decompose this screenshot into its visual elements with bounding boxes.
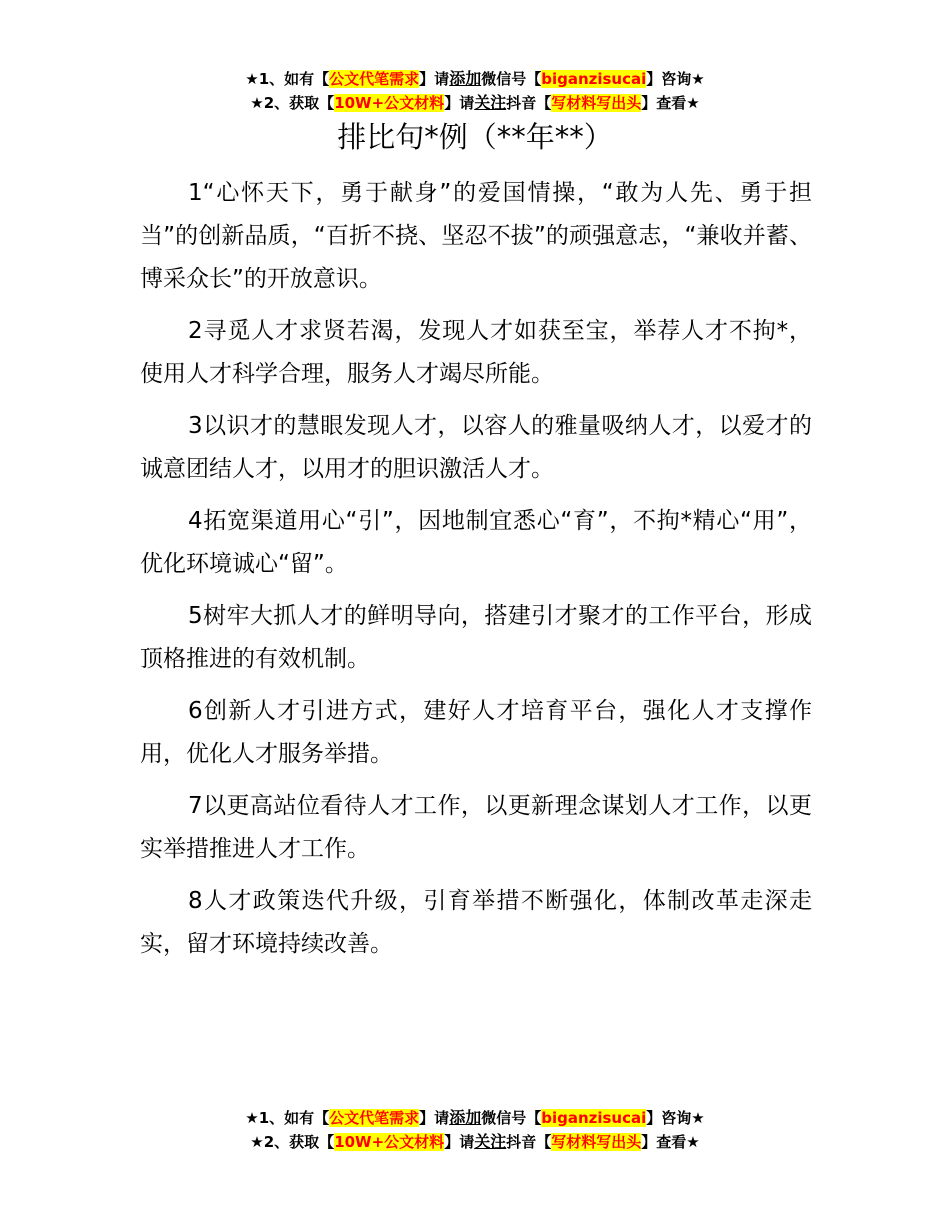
paragraph-5: 5树牢大抓人才的鲜明导向，搭建引才聚才的工作平台，形成顶格推进的有效机制。 [140, 603, 812, 672]
document-body [140, 172, 812, 975]
paragraph-7: 7以更高站位看待人才工作，以更新理念谋划人才工作，以更实举措推进人才工作。 [140, 793, 812, 862]
banner-highlight: biganzisucai [541, 1109, 647, 1127]
banner-highlight: 10W+公文材料 [334, 1133, 445, 1151]
banner-text: 抖音【 [506, 94, 552, 112]
banner-highlight: 公文代笔需求 [329, 70, 420, 88]
banner-text: 】咨询★ [646, 70, 705, 88]
banner-highlight: 10W+公文材料 [334, 94, 445, 112]
footer-banner [0, 1106, 950, 1154]
banner-line-2 [0, 91, 950, 115]
banner-text: 】请 [419, 70, 450, 88]
paragraph-2: 2寻觅人才求贤若渴，发现人才如获至宝，举荐人才不拘*，使用人才科学合理，服务人才竭尽所能。 [140, 318, 812, 387]
banner-text: ★2、获取【 [250, 1133, 335, 1151]
banner-underlined: 添加 [449, 69, 482, 88]
paragraph-1: 1“心怀天下，勇于献身”的爱国情操，“敢为人先、勇于担当”的创新品质，“百折不挠、坚忍不拔”的顽强意志，“兼收并蓄、博采众长”的开放意识。 [140, 180, 812, 292]
banner-text: 微信号【 [481, 70, 542, 88]
banner-underlined: 关注 [474, 1132, 507, 1151]
banner-line-2 [0, 1130, 950, 1154]
banner-text: 】请 [419, 1109, 450, 1127]
banner-text: 】咨询★ [646, 1109, 705, 1127]
banner-underlined: 添加 [449, 1108, 482, 1127]
banner-highlight: 写材料写出头 [551, 94, 642, 112]
banner-text: 】查看★ [641, 94, 700, 112]
document-title: 排比句*例（**年**） [337, 120, 613, 154]
paragraph-6: 6创新人才引进方式，建好人才培育平台，强化人才支撑作用，优化人才服务举措。 [140, 698, 812, 767]
paragraph-4: 4拓宽渠道用心“引”，因地制宜悉心“育”，不拘*精心“用”，优化环境诚心“留”。 [140, 508, 812, 577]
banner-highlight: biganzisucai [541, 70, 647, 88]
banner-line-1 [0, 67, 950, 91]
header-banner [0, 67, 950, 115]
paragraph-3: 3以识才的慧眼发现人才，以容人的雅量吸纳人才，以爱才的诚意团结人才，以用才的胆识激活人才。 [140, 413, 812, 482]
banner-text: ★1、如有【 [245, 1109, 330, 1127]
paragraph-8: 8人才政策迭代升级，引育举措不断强化，体制改革走深走实，留才环境持续改善。 [140, 888, 812, 957]
banner-text: ★2、获取【 [250, 94, 335, 112]
banner-highlight: 公文代笔需求 [329, 1109, 420, 1127]
banner-text: 】请 [444, 94, 475, 112]
banner-line-1 [0, 1106, 950, 1130]
banner-text: 】查看★ [641, 1133, 700, 1151]
banner-text: 微信号【 [481, 1109, 542, 1127]
banner-underlined: 关注 [474, 93, 507, 112]
banner-text: 抖音【 [506, 1133, 552, 1151]
banner-text: 】请 [444, 1133, 475, 1151]
banner-highlight: 写材料写出头 [551, 1133, 642, 1151]
banner-text: ★1、如有【 [245, 70, 330, 88]
